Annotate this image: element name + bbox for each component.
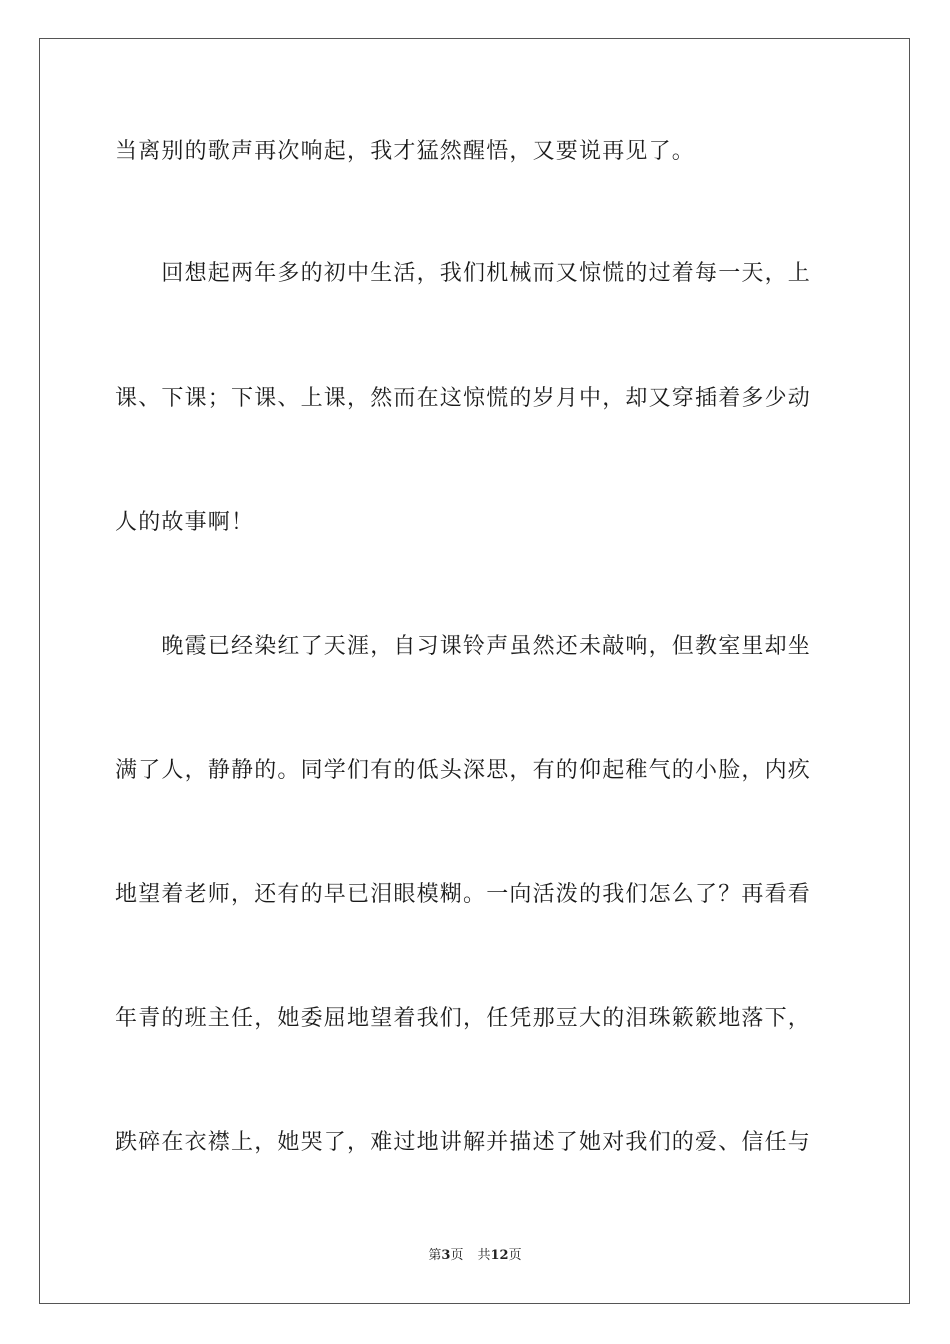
text-line: 课、下课；下课、上课，然而在这惊慌的岁月中，却又穿插着多少动 [115, 386, 812, 411]
text-line: 地望着老师，还有的早已泪眼模糊。一向活泼的我们怎么了？再看看 [115, 882, 812, 907]
page-current-number: 3 [441, 1248, 451, 1263]
text-line: 满了人，静静的。同学们有的低头深思，有的仰起稚气的小脸，内疚 [115, 758, 812, 783]
text-line: 回想起两年多的初中生活，我们机械而又惊慌的过着每一天，上 [115, 261, 812, 286]
total-prefix: 共 [477, 1248, 491, 1263]
text-line: 当离别的歌声再次响起，我才猛然醒悟，又要说再见了。 [115, 139, 696, 164]
page-prefix: 第 [428, 1248, 442, 1263]
page-footer [0, 1247, 950, 1265]
page-total-number: 12 [490, 1248, 509, 1263]
text-line: 人的故事啊！ [115, 510, 255, 535]
total-suffix: 页 [508, 1248, 522, 1263]
text-line: 年青的班主任，她委屈地望着我们，任凭那豆大的泪珠簌簌地落下， [115, 1006, 812, 1031]
page-frame [39, 38, 910, 1304]
text-line: 晚霞已经染红了天涯，自习课铃声虽然还未敲响，但教室里却坐 [115, 634, 812, 659]
page-suffix: 页 [450, 1248, 464, 1263]
text-line: 跌碎在衣襟上，她哭了，难过地讲解并描述了她对我们的爱、信任与 [115, 1130, 812, 1155]
